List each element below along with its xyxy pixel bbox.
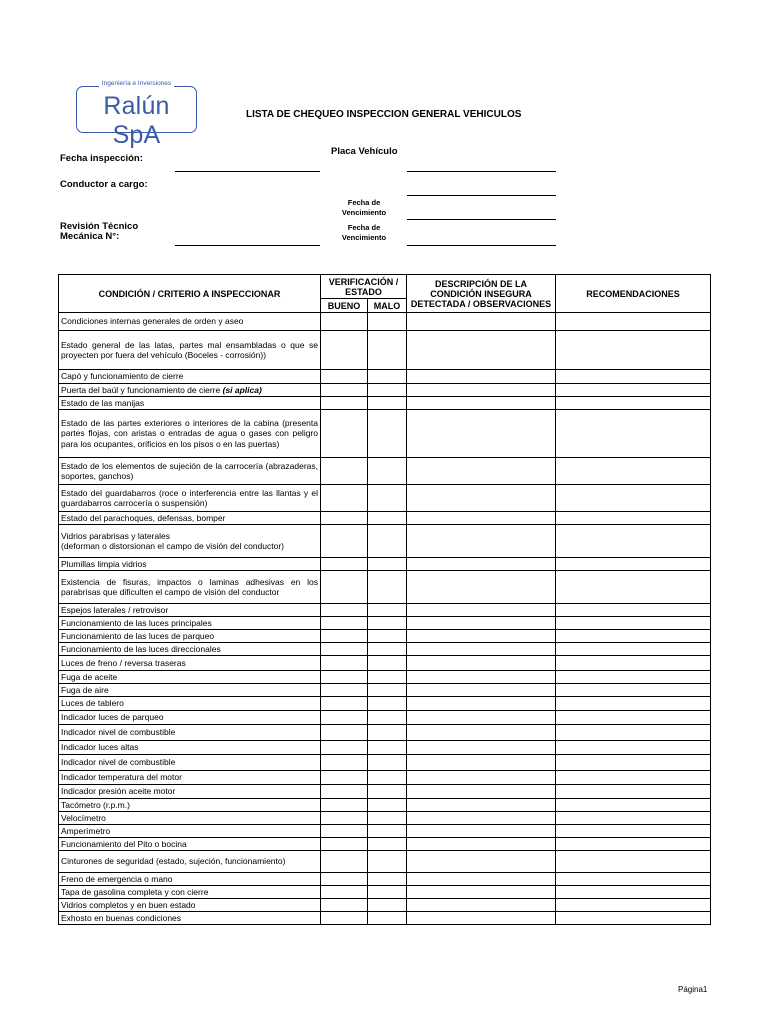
malo-cell[interactable] (368, 725, 407, 741)
recomendaciones-cell[interactable] (556, 604, 711, 617)
table-row (59, 458, 711, 485)
criterio-cell: Fuga de aceite (59, 671, 321, 684)
recomendaciones-cell[interactable] (556, 313, 711, 331)
table-row (59, 617, 711, 630)
table-row (59, 711, 711, 725)
placa-vehiculo-line[interactable] (407, 171, 556, 172)
table-row (59, 812, 711, 825)
criterio-cell: Indicador nivel de combustible (59, 755, 321, 771)
conductor-label: Conductor a cargo: (60, 179, 148, 190)
revision-tecnica-line[interactable] (175, 245, 320, 246)
recomendaciones-cell[interactable] (556, 771, 711, 785)
criterio-cell: Estado de los elementos de sujeción de la carrocería (abrazaderas, soportes, ganchos) (59, 458, 321, 485)
malo-cell[interactable] (368, 630, 407, 643)
table-row (59, 558, 711, 571)
criterio-cell: Indicador nivel de combustible (59, 725, 321, 741)
recomendaciones-cell[interactable] (556, 512, 711, 525)
bueno-cell[interactable] (321, 313, 368, 331)
recomendaciones-cell[interactable] (556, 331, 711, 370)
table-row (59, 671, 711, 684)
bueno-cell[interactable] (321, 697, 368, 711)
recomendaciones-cell[interactable] (556, 617, 711, 630)
descripcion-cell[interactable] (407, 755, 556, 771)
malo-cell[interactable] (368, 912, 407, 925)
recomendaciones-cell[interactable] (556, 384, 711, 397)
criterio-cell: Exhosto en buenas condiciones (59, 912, 321, 925)
malo-cell[interactable] (368, 410, 407, 458)
table-row (59, 825, 711, 838)
criterio-cell: Funcionamiento del Pito o bocina (59, 838, 321, 851)
malo-cell[interactable] (368, 370, 407, 384)
descripcion-cell[interactable] (407, 741, 556, 755)
bueno-cell[interactable] (321, 799, 368, 812)
descripcion-cell[interactable] (407, 331, 556, 370)
criterio-cell: Tapa de gasolina completa y con cierre (59, 886, 321, 899)
bueno-cell[interactable] (321, 725, 368, 741)
descripcion-cell[interactable] (407, 656, 556, 671)
recomendaciones-cell[interactable] (556, 684, 711, 697)
malo-cell[interactable] (368, 604, 407, 617)
criterio-cell: Indicador temperatura del motor (59, 771, 321, 785)
page-number: Página1 (678, 985, 708, 994)
descripcion-cell[interactable] (407, 886, 556, 899)
malo-cell[interactable] (368, 741, 407, 755)
criterio-cell: Fuga de aire (59, 684, 321, 697)
descripcion-cell[interactable] (407, 458, 556, 485)
descripcion-cell[interactable] (407, 571, 556, 604)
bueno-cell[interactable] (321, 331, 368, 370)
malo-cell[interactable] (368, 812, 407, 825)
bueno-cell[interactable] (321, 604, 368, 617)
descripcion-cell[interactable] (407, 525, 556, 558)
bueno-cell[interactable] (321, 755, 368, 771)
bueno-cell[interactable] (321, 370, 368, 384)
malo-cell[interactable] (368, 755, 407, 771)
malo-cell[interactable] (368, 711, 407, 725)
malo-cell[interactable] (368, 512, 407, 525)
table-row (59, 886, 711, 899)
header-descripcion: DESCRIPCIÓN DE LA CONDICIÓN INSEGURA DETECTADA / OBSERVACIONES (407, 275, 556, 313)
descripcion-cell[interactable] (407, 825, 556, 838)
fecha-vencimiento-2-label: Fecha de Vencimiento (341, 223, 387, 242)
descripcion-cell[interactable] (407, 899, 556, 912)
bueno-cell[interactable] (321, 512, 368, 525)
criterio-cell: Estado del parachoques, defensas, bomper (59, 512, 321, 525)
revision-tecnica-label: Revisión Técnico Mecánica N°: (60, 221, 139, 242)
recomendaciones-cell[interactable] (556, 656, 711, 671)
bueno-cell[interactable] (321, 851, 368, 873)
malo-cell[interactable] (368, 671, 407, 684)
malo-cell[interactable] (368, 384, 407, 397)
criterio-cell: Luces de tablero (59, 697, 321, 711)
table-row (59, 525, 711, 558)
recomendaciones-cell[interactable] (556, 799, 711, 812)
malo-cell[interactable] (368, 458, 407, 485)
table-row (59, 604, 711, 617)
malo-cell[interactable] (368, 331, 407, 370)
bueno-cell[interactable] (321, 825, 368, 838)
bueno-cell[interactable] (321, 812, 368, 825)
table-row (59, 755, 711, 771)
criterio-cell: Cinturones de seguridad (estado, sujeción, funcionamiento) (59, 851, 321, 873)
conductor-line[interactable] (407, 195, 556, 196)
logo-subtitle: Ingeniería e Inversiones (99, 80, 174, 87)
recomendaciones-cell[interactable] (556, 458, 711, 485)
descripcion-cell[interactable] (407, 684, 556, 697)
bueno-cell[interactable] (321, 873, 368, 886)
recomendaciones-cell[interactable] (556, 912, 711, 925)
recomendaciones-cell[interactable] (556, 630, 711, 643)
document-title: LISTA DE CHEQUEO INSPECCION GENERAL VEHICULOS (246, 109, 522, 120)
table-row (59, 684, 711, 697)
recomendaciones-cell[interactable] (556, 851, 711, 873)
recomendaciones-cell[interactable] (556, 711, 711, 725)
recomendaciones-cell[interactable] (556, 899, 711, 912)
malo-cell[interactable] (368, 825, 407, 838)
descripcion-cell[interactable] (407, 617, 556, 630)
recomendaciones-cell[interactable] (556, 410, 711, 458)
table-row (59, 771, 711, 785)
bueno-cell[interactable] (321, 617, 368, 630)
recomendaciones-cell[interactable] (556, 671, 711, 684)
malo-cell[interactable] (368, 899, 407, 912)
header-recomendaciones: RECOMENDACIONES (556, 275, 711, 313)
bueno-cell[interactable] (321, 397, 368, 410)
malo-cell[interactable] (368, 785, 407, 799)
descripcion-cell[interactable] (407, 485, 556, 512)
criterio-cell: Luces de freno / reversa traseras (59, 656, 321, 671)
fecha-vencimiento-1-label: Fecha de Vencimiento (341, 198, 387, 217)
table-row (59, 313, 711, 331)
malo-cell[interactable] (368, 313, 407, 331)
recomendaciones-cell[interactable] (556, 755, 711, 771)
descripcion-cell[interactable] (407, 785, 556, 799)
bueno-cell[interactable] (321, 838, 368, 851)
recomendaciones-cell[interactable] (556, 812, 711, 825)
bueno-cell[interactable] (321, 410, 368, 458)
header-condicion: CONDICIÓN / CRITERIO A INSPECCIONAR (59, 275, 321, 313)
criterio-cell: Estado de las partes exteriores o interiores de la cabina (presenta partes flojas, con aristas o entradas de agua o gases con peligro para los ocupantes, orificios en los pisos o en las puertas) (59, 410, 321, 458)
descripcion-cell[interactable] (407, 851, 556, 873)
recomendaciones-cell[interactable] (556, 825, 711, 838)
table-row (59, 485, 711, 512)
descripcion-cell[interactable] (407, 643, 556, 656)
criterio-cell: Plumillas limpia vidrios (59, 558, 321, 571)
criterio-cell: Indicador luces altas (59, 741, 321, 755)
table-row (59, 838, 711, 851)
table-row (59, 697, 711, 711)
criterio-cell: Funcionamiento de las luces de parqueo (59, 630, 321, 643)
descripcion-cell[interactable] (407, 410, 556, 458)
recomendaciones-cell[interactable] (556, 838, 711, 851)
logo-name: Ralún SpA (103, 92, 170, 149)
descripcion-cell[interactable] (407, 384, 556, 397)
criterio-cell: Vidrios completos y en buen estado (59, 899, 321, 912)
table-row (59, 643, 711, 656)
recomendaciones-cell[interactable] (556, 785, 711, 799)
descripcion-cell[interactable] (407, 512, 556, 525)
table-row (59, 410, 711, 458)
malo-cell[interactable] (368, 397, 407, 410)
bueno-cell[interactable] (321, 630, 368, 643)
bueno-cell[interactable] (321, 458, 368, 485)
descripcion-cell[interactable] (407, 558, 556, 571)
inspection-checklist-table (58, 274, 711, 925)
descripcion-cell[interactable] (407, 711, 556, 725)
descripcion-cell[interactable] (407, 630, 556, 643)
header-malo: MALO (368, 299, 407, 313)
recomendaciones-cell[interactable] (556, 725, 711, 741)
malo-cell[interactable] (368, 799, 407, 812)
criterio-cell: Indicador luces de parqueo (59, 711, 321, 725)
malo-cell[interactable] (368, 656, 407, 671)
recomendaciones-cell[interactable] (556, 485, 711, 512)
malo-cell[interactable] (368, 643, 407, 656)
table-row (59, 912, 711, 925)
criterio-cell: Espejos laterales / retrovisor (59, 604, 321, 617)
recomendaciones-cell[interactable] (556, 741, 711, 755)
malo-cell[interactable] (368, 886, 407, 899)
table-row (59, 384, 711, 397)
malo-cell[interactable] (368, 485, 407, 512)
bueno-cell[interactable] (321, 899, 368, 912)
bueno-cell[interactable] (321, 485, 368, 512)
descripcion-cell[interactable] (407, 604, 556, 617)
malo-cell[interactable] (368, 617, 407, 630)
bueno-cell[interactable] (321, 684, 368, 697)
bueno-cell[interactable] (321, 785, 368, 799)
malo-cell[interactable] (368, 684, 407, 697)
bueno-cell[interactable] (321, 771, 368, 785)
malo-cell[interactable] (368, 838, 407, 851)
table-row (59, 873, 711, 886)
table-row (59, 656, 711, 671)
bueno-cell[interactable] (321, 656, 368, 671)
recomendaciones-cell[interactable] (556, 886, 711, 899)
malo-cell[interactable] (368, 873, 407, 886)
criterio-cell: Puerta del baúl y funcionamiento de cierre (si aplica) (59, 384, 321, 397)
table-row (59, 799, 711, 812)
malo-cell[interactable] (368, 525, 407, 558)
bueno-cell[interactable] (321, 711, 368, 725)
fecha-inspeccion-line[interactable] (175, 171, 320, 172)
table-row (59, 851, 711, 873)
descripcion-cell[interactable] (407, 912, 556, 925)
placa-vehiculo-label: Placa Vehículo (331, 146, 398, 157)
criterio-cell: Capó y funcionamiento de cierre (59, 370, 321, 384)
criterio-cell: Amperímetro (59, 825, 321, 838)
malo-cell[interactable] (368, 558, 407, 571)
bueno-cell[interactable] (321, 525, 368, 558)
bueno-cell[interactable] (321, 741, 368, 755)
descripcion-cell[interactable] (407, 671, 556, 684)
bueno-cell[interactable] (321, 384, 368, 397)
criterio-cell: Tacómetro (r.p.m.) (59, 799, 321, 812)
criterio-cell: Freno de emergencia o mano (59, 873, 321, 886)
recomendaciones-cell[interactable] (556, 397, 711, 410)
fecha-vencimiento-2-line[interactable] (407, 245, 556, 246)
recomendaciones-cell[interactable] (556, 643, 711, 656)
bueno-cell[interactable] (321, 912, 368, 925)
criterio-cell: Estado de las manijas (59, 397, 321, 410)
table-row (59, 899, 711, 912)
malo-cell[interactable] (368, 697, 407, 711)
criterio-cell: Condiciones internas generales de orden y aseo (59, 313, 321, 331)
criterio-cell: Funcionamiento de las luces direccionales (59, 643, 321, 656)
recomendaciones-cell[interactable] (556, 571, 711, 604)
criterio-cell: Velocímetro (59, 812, 321, 825)
descripcion-cell[interactable] (407, 838, 556, 851)
table-row (59, 397, 711, 410)
table-row (59, 331, 711, 370)
table-row (59, 370, 711, 384)
table-row (59, 725, 711, 741)
criterio-cell: Existencia de fisuras, impactos o laminas adhesivas en los parabrisas que dificulten el campo de visión del conductor (59, 571, 321, 604)
criterio-cell: Funcionamiento de las luces principales (59, 617, 321, 630)
recomendaciones-cell[interactable] (556, 370, 711, 384)
table-row (59, 741, 711, 755)
criterio-cell: Estado del guardabarros (roce o interferencia entre las llantas y el guardabarros carrocería o suspensión) (59, 485, 321, 512)
recomendaciones-cell[interactable] (556, 558, 711, 571)
bueno-cell[interactable] (321, 886, 368, 899)
malo-cell[interactable] (368, 851, 407, 873)
criterio-cell: Indicador presión aceite motor (59, 785, 321, 799)
table-row (59, 512, 711, 525)
header-verificacion: VERIFICACIÓN / ESTADO (321, 275, 407, 299)
table-row (59, 785, 711, 799)
header-bueno: BUENO (321, 299, 368, 313)
criterio-cell: Estado general de las latas, partes mal ensambladas o que se proyecten por fuera del vehículo (Boceles - corrosión)) (59, 331, 321, 370)
company-logo (76, 80, 197, 149)
descripcion-cell[interactable] (407, 725, 556, 741)
descripcion-cell[interactable] (407, 313, 556, 331)
descripcion-cell[interactable] (407, 697, 556, 711)
descripcion-cell[interactable] (407, 873, 556, 886)
fecha-vencimiento-1-line[interactable] (407, 219, 556, 220)
descripcion-cell[interactable] (407, 397, 556, 410)
checklist-body (59, 313, 711, 925)
fecha-inspeccion-label: Fecha inspección: (60, 153, 143, 164)
recomendaciones-cell[interactable] (556, 873, 711, 886)
descripcion-cell[interactable] (407, 799, 556, 812)
descripcion-cell[interactable] (407, 771, 556, 785)
bueno-cell[interactable] (321, 643, 368, 656)
malo-cell[interactable] (368, 771, 407, 785)
bueno-cell[interactable] (321, 571, 368, 604)
descripcion-cell[interactable] (407, 812, 556, 825)
table-row (59, 630, 711, 643)
table-row (59, 571, 711, 604)
criterio-cell: Vidrios parabrisas y laterales (deforman o distorsionan el campo de visión del conductor) (59, 525, 321, 558)
malo-cell[interactable] (368, 571, 407, 604)
bueno-cell[interactable] (321, 558, 368, 571)
recomendaciones-cell[interactable] (556, 525, 711, 558)
descripcion-cell[interactable] (407, 370, 556, 384)
bueno-cell[interactable] (321, 671, 368, 684)
recomendaciones-cell[interactable] (556, 697, 711, 711)
